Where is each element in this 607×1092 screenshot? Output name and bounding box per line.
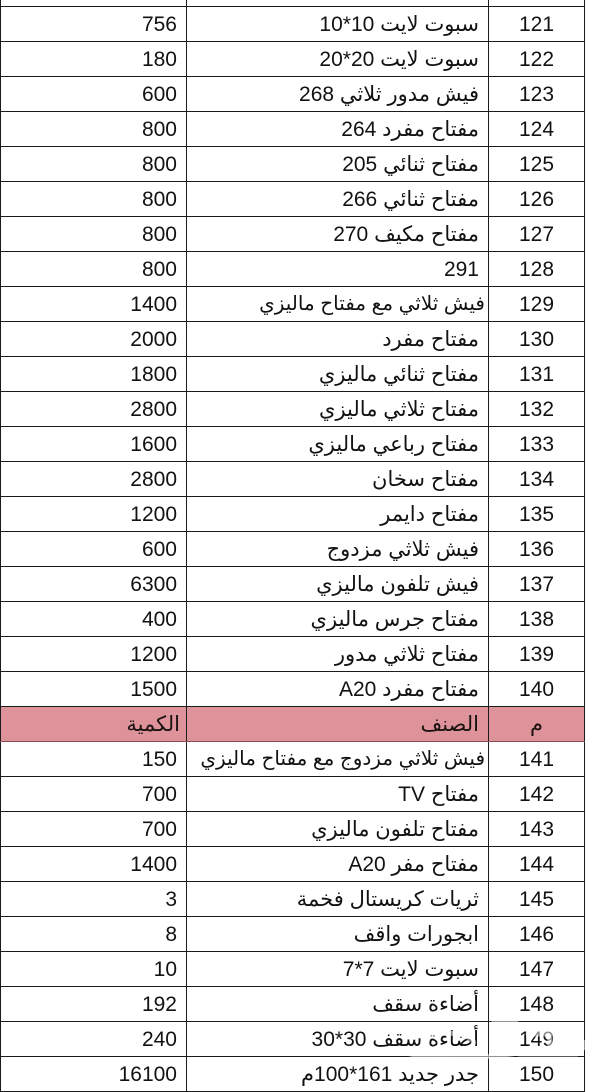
row-index-cell[interactable]: 131 bbox=[489, 357, 585, 392]
row-index-cell[interactable]: 149 bbox=[489, 1022, 585, 1057]
row-qty-cell[interactable]: 2800 bbox=[1, 462, 187, 497]
row-item-cell[interactable]: مفتاح ثنائي ماليزي bbox=[187, 357, 489, 392]
row-index-cell[interactable]: 134 bbox=[489, 462, 585, 497]
row-index-cell[interactable]: 135 bbox=[489, 497, 585, 532]
row-item-cell[interactable]: مفتاح ثلاثي ماليزي bbox=[187, 392, 489, 427]
row-item-cell[interactable]: مفتاح ثنائي 266 bbox=[187, 182, 489, 217]
row-qty-cell[interactable]: 8 bbox=[1, 917, 187, 952]
header-index-label: م bbox=[489, 707, 585, 742]
row-index-cell[interactable]: 128 bbox=[489, 252, 585, 287]
row-qty-cell[interactable]: 1400 bbox=[1, 847, 187, 882]
row-item-cell[interactable]: فيش ثلاثي مزدوج bbox=[187, 532, 489, 567]
row-item-cell[interactable]: ابجورات واقف bbox=[187, 917, 489, 952]
row-item-cell[interactable]: أضاءة سقف bbox=[187, 987, 489, 1022]
table-row[interactable] bbox=[1, 532, 585, 567]
row-index-cell[interactable]: 150 bbox=[489, 1057, 585, 1092]
table-row[interactable] bbox=[1, 1057, 585, 1092]
row-qty-cell[interactable]: 1200 bbox=[1, 637, 187, 672]
table-row[interactable] bbox=[1, 567, 585, 602]
row-index-cell[interactable]: 126 bbox=[489, 182, 585, 217]
table-row[interactable] bbox=[1, 882, 585, 917]
row-index-cell[interactable]: 140 bbox=[489, 672, 585, 707]
row-index-cell[interactable]: 143 bbox=[489, 812, 585, 847]
row-item-cell[interactable]: فيش ثلاثي مزدوج مع مفتاح ماليزي bbox=[187, 742, 489, 777]
row-qty-cell[interactable]: 2800 bbox=[1, 392, 187, 427]
row-index-cell[interactable]: 125 bbox=[489, 147, 585, 182]
table-row[interactable] bbox=[1, 777, 585, 812]
row-qty-cell[interactable]: 1200 bbox=[1, 497, 187, 532]
row-item-cell[interactable]: مفتاح مفرد A20 bbox=[187, 672, 489, 707]
table-row[interactable] bbox=[1, 147, 585, 182]
table-row[interactable] bbox=[1, 427, 585, 462]
row-item-cell[interactable]: مفتاح ثنائي 205 bbox=[187, 147, 489, 182]
row-qty-cell[interactable]: 10 bbox=[1, 952, 187, 987]
row-qty-cell[interactable]: 800 bbox=[1, 217, 187, 252]
table-row[interactable] bbox=[1, 812, 585, 847]
table-row[interactable] bbox=[1, 987, 585, 1022]
row-index-cell[interactable]: 127 bbox=[489, 217, 585, 252]
row-qty-cell[interactable]: 240 bbox=[1, 1022, 187, 1057]
table-header-row bbox=[1, 707, 585, 742]
row-qty-cell[interactable]: 1600 bbox=[1, 427, 187, 462]
row-index-cell[interactable]: 122 bbox=[489, 42, 585, 77]
table-row[interactable] bbox=[1, 112, 585, 147]
header-qty-label: الكمية bbox=[1, 707, 187, 742]
table-row[interactable] bbox=[1, 322, 585, 357]
row-index-cell[interactable]: 137 bbox=[489, 567, 585, 602]
row-item-cell[interactable]: جدر جديد 161*100م bbox=[187, 1057, 489, 1092]
row-index-cell[interactable]: 144 bbox=[489, 847, 585, 882]
row-item-cell[interactable]: ثريات كريستال فخمة bbox=[187, 882, 489, 917]
row-index-cell[interactable]: 121 bbox=[489, 7, 585, 42]
table-row[interactable] bbox=[1, 742, 585, 777]
table-row[interactable] bbox=[1, 462, 585, 497]
row-index-cell[interactable]: 133 bbox=[489, 427, 585, 462]
row-item-cell[interactable]: مفتاح مكيف 270 bbox=[187, 217, 489, 252]
table-row[interactable] bbox=[1, 672, 585, 707]
table-row[interactable] bbox=[1, 1022, 585, 1057]
inventory-table-body bbox=[1, 0, 585, 1092]
table-row[interactable] bbox=[1, 252, 585, 287]
row-index-cell[interactable]: 146 bbox=[489, 917, 585, 952]
row-qty-cell[interactable]: 2000 bbox=[1, 322, 187, 357]
row-item-cell[interactable]: مفتاح ثلاثي مدور bbox=[187, 637, 489, 672]
row-qty-cell[interactable]: 1800 bbox=[1, 357, 187, 392]
table-row[interactable] bbox=[1, 77, 585, 112]
header-item-label: الصنف bbox=[187, 707, 489, 742]
row-item-cell[interactable]: أضاءة سقف 30*30 bbox=[187, 1022, 489, 1057]
table-row[interactable] bbox=[1, 42, 585, 77]
table-row[interactable] bbox=[1, 392, 585, 427]
row-qty-cell[interactable]: 800 bbox=[1, 252, 187, 287]
row-index-cell[interactable]: 138 bbox=[489, 602, 585, 637]
row-item-cell[interactable]: مفتاح مفرد 264 bbox=[187, 112, 489, 147]
row-index-cell[interactable]: 142 bbox=[489, 777, 585, 812]
row-item-cell[interactable]: مفتاح تلفون ماليزي bbox=[187, 812, 489, 847]
row-index-cell[interactable]: 148 bbox=[489, 987, 585, 1022]
row-item-cell[interactable]: سبوت لايت 7*7 bbox=[187, 952, 489, 987]
row-item-cell[interactable]: مفتاح مفرد bbox=[187, 322, 489, 357]
row-item-cell[interactable]: مفتاح TV bbox=[187, 777, 489, 812]
row-qty-cell[interactable]: 800 bbox=[1, 112, 187, 147]
row-qty-cell[interactable]: 1500 bbox=[1, 672, 187, 707]
table-row[interactable] bbox=[1, 497, 585, 532]
row-qty-cell[interactable]: 800 bbox=[1, 147, 187, 182]
row-qty-cell[interactable]: 1400 bbox=[1, 287, 187, 322]
row-qty-cell[interactable]: 6300 bbox=[1, 567, 187, 602]
row-qty-cell[interactable]: 756 bbox=[1, 7, 187, 42]
row-qty-cell[interactable]: 600 bbox=[1, 532, 187, 567]
row-item-cell[interactable]: مفتاح دايمر bbox=[187, 497, 489, 532]
table-row[interactable] bbox=[1, 287, 585, 322]
row-index-cell[interactable]: 132 bbox=[489, 392, 585, 427]
row-qty-cell[interactable]: 16100 bbox=[1, 1057, 187, 1092]
row-qty-cell[interactable]: 700 bbox=[1, 777, 187, 812]
row-qty-cell[interactable]: 192 bbox=[1, 987, 187, 1022]
row-index-cell[interactable]: 123 bbox=[489, 77, 585, 112]
row-item-cell[interactable]: مفتاح رباعي ماليزي bbox=[187, 427, 489, 462]
row-qty-cell[interactable]: 700 bbox=[1, 812, 187, 847]
table-row[interactable] bbox=[1, 602, 585, 637]
row-index-cell[interactable]: 141 bbox=[489, 742, 585, 777]
table-row[interactable] bbox=[1, 357, 585, 392]
row-qty-cell[interactable]: 150 bbox=[1, 742, 187, 777]
row-qty-cell[interactable]: 180 bbox=[1, 42, 187, 77]
row-index-cell[interactable]: 136 bbox=[489, 532, 585, 567]
row-item-cell[interactable]: مفتاح سخان bbox=[187, 462, 489, 497]
table-row[interactable] bbox=[1, 952, 585, 987]
row-item-cell[interactable]: فيش مدور ثلاثي 268 bbox=[187, 77, 489, 112]
row-qty-cell[interactable]: 400 bbox=[1, 602, 187, 637]
row-item-cell[interactable]: سبوت لايت 10*10 bbox=[187, 7, 489, 42]
table-row[interactable] bbox=[1, 847, 585, 882]
table-row[interactable] bbox=[1, 917, 585, 952]
row-qty-cell[interactable]: 800 bbox=[1, 182, 187, 217]
row-index-cell[interactable]: 145 bbox=[489, 882, 585, 917]
row-item-cell[interactable]: مفتاح مفر A20 bbox=[187, 847, 489, 882]
row-index-cell[interactable]: 130 bbox=[489, 322, 585, 357]
row-item-cell[interactable]: فيش تلفون ماليزي bbox=[187, 567, 489, 602]
row-index-cell[interactable]: 129 bbox=[489, 287, 585, 322]
row-index-cell[interactable]: 147 bbox=[489, 952, 585, 987]
row-item-cell[interactable]: 291 bbox=[187, 252, 489, 287]
table-row[interactable] bbox=[1, 637, 585, 672]
table-row[interactable] bbox=[1, 7, 585, 42]
row-item-cell[interactable]: مفتاح جرس ماليزي bbox=[187, 602, 489, 637]
table-row[interactable] bbox=[1, 217, 585, 252]
row-index-cell[interactable]: 124 bbox=[489, 112, 585, 147]
row-qty-cell[interactable]: 3 bbox=[1, 882, 187, 917]
table-row[interactable] bbox=[1, 182, 585, 217]
row-item-cell[interactable]: فيش ثلاثي مع مفتاح ماليزي bbox=[187, 287, 489, 322]
row-qty-cell[interactable]: 600 bbox=[1, 77, 187, 112]
row-index-cell[interactable]: 139 bbox=[489, 637, 585, 672]
row-item-cell[interactable]: سبوت لايت 20*20 bbox=[187, 42, 489, 77]
